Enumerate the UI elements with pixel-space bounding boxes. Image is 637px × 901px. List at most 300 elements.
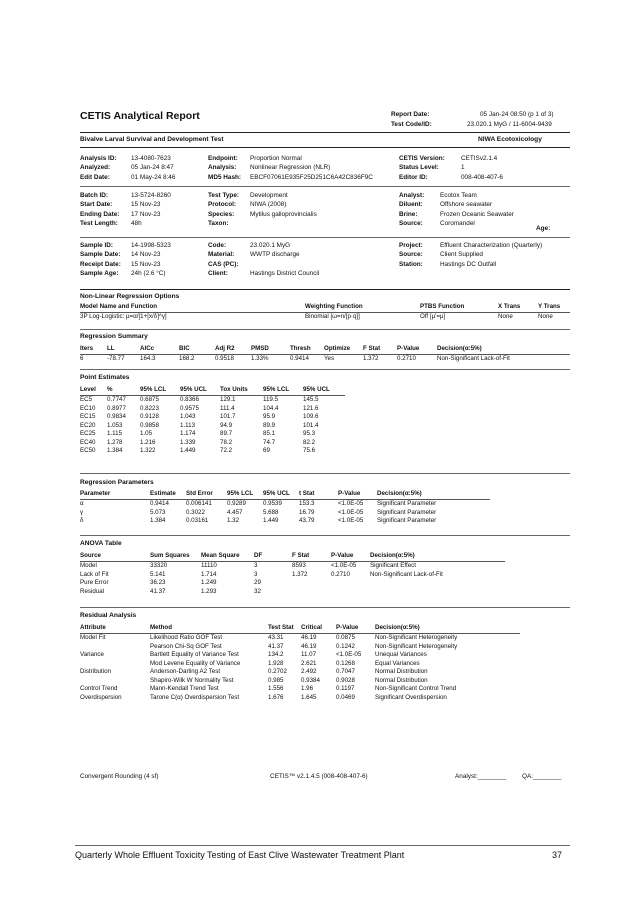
- table-cell: [80, 642, 150, 651]
- table-cell: Distribution: [80, 668, 111, 676]
- field-label: Source:: [399, 219, 423, 227]
- field-value: 15 Nov-23: [131, 260, 161, 268]
- table-cell: Control Trend: [80, 685, 118, 693]
- column-header: Parameter: [80, 489, 150, 499]
- table-cell: -78.77: [107, 354, 125, 362]
- table-cell: Non-Significant Lack-of-Fit: [437, 354, 510, 362]
- table-cell: 78.2: [220, 438, 233, 446]
- table-cell: 1.384: [150, 517, 166, 525]
- field-value: 48h: [131, 219, 142, 227]
- table-cell: <1.0E-05: [338, 517, 364, 525]
- column-header: Sum Squares: [150, 551, 201, 561]
- table-cell: 101.4: [303, 421, 319, 429]
- table-cell: 1.113: [180, 421, 196, 429]
- divider: [80, 237, 570, 238]
- table-cell: δ: [80, 517, 84, 525]
- table-cell: 1.322: [140, 447, 156, 455]
- divider: [80, 132, 570, 133]
- table-cell: Likelihood Ratio GOF Test: [150, 633, 223, 641]
- table-cell: EC15: [80, 413, 96, 421]
- table-cell: 94.9: [220, 421, 233, 429]
- field-value: 23.020.1 MyG: [250, 242, 291, 249]
- table-cell: 3: [254, 561, 258, 569]
- table-cell: Significant Effect: [370, 561, 416, 569]
- table-cell: 0.8977: [107, 404, 126, 412]
- table-cell: 0.1197: [336, 685, 355, 693]
- column-header: Estimate: [150, 489, 186, 499]
- field-label: Test Length:: [80, 219, 118, 227]
- table-cell: 95.9: [263, 413, 276, 421]
- table-cell: Overdispersion: [80, 694, 122, 702]
- table-cell: 11.07: [301, 651, 317, 659]
- field-label: Taxon:: [208, 219, 229, 227]
- column-header: Method: [150, 623, 268, 633]
- table-cell: Bartlett Equality of Variance Test: [150, 651, 239, 659]
- field-value: 14 Nov-23: [131, 251, 161, 259]
- column-header: t Stat: [299, 489, 338, 499]
- nlr-options-title: Non-Linear Regression Options: [80, 293, 180, 300]
- table-cell: 0.9384: [301, 676, 320, 684]
- table-cell: EC10: [80, 404, 96, 412]
- field-value: Mytilus galloprovincialis: [250, 210, 317, 218]
- field-label: Batch ID:: [80, 192, 109, 199]
- table-cell: 0.006141: [186, 499, 212, 507]
- column-header: Decision(α:5%): [437, 344, 570, 354]
- column-header: 95% LCL: [227, 489, 263, 499]
- field-label: Diluent:: [399, 201, 423, 209]
- column-header: 95% UCL: [263, 489, 299, 499]
- table-cell: 1.449: [263, 517, 279, 525]
- field-label: Species:: [208, 210, 235, 218]
- field-label: Edit Date:: [80, 173, 110, 181]
- table-cell: 0.6875: [140, 395, 159, 403]
- table-cell: 32: [254, 587, 261, 595]
- table-cell: 134.2: [268, 651, 284, 659]
- test-code: 23.020.1 MyG / 11-6004-9439: [467, 121, 552, 128]
- table-cell: 69: [263, 447, 270, 455]
- field-label: Protocol:: [208, 201, 237, 209]
- table-cell: Model Fit: [80, 633, 106, 641]
- table-row: [80, 651, 520, 660]
- table-row: [80, 508, 490, 517]
- table-row: [80, 668, 520, 677]
- table-cell: Lack of Fit: [80, 570, 109, 578]
- table-cell: 95.3: [303, 430, 316, 438]
- field-value: 01 May-24 8:46: [131, 173, 176, 181]
- field-value: Effluent Characterization (Quarterly): [440, 242, 543, 249]
- report-date: 05 Jan-24 08:50 (p 1 of 3): [480, 111, 554, 118]
- table-cell: 0.9414: [150, 499, 169, 507]
- field-value: WWTP discharge: [250, 251, 300, 259]
- table-cell: 46.19: [301, 642, 317, 650]
- table-cell: Significant Parameter: [377, 499, 437, 507]
- column-header: Test Stat: [268, 623, 301, 633]
- table-cell: 1.053: [107, 421, 123, 429]
- field-label: Status Level:: [399, 164, 439, 172]
- column-header: X Trans: [498, 302, 538, 312]
- field-value: Offshore seawater: [440, 201, 493, 209]
- field-value: Coromandel: [440, 219, 475, 227]
- field-value: Client Supplied: [440, 251, 483, 259]
- table-cell: Pearson Chi-Sq GOF Test: [150, 642, 222, 650]
- column-header: 95% UCL: [303, 385, 345, 395]
- table-cell: Normal Distribution: [375, 676, 428, 684]
- table-cell: 33320: [150, 561, 168, 569]
- report-title: CETIS Analytical Report: [80, 110, 200, 122]
- table-cell: Binomial [ω=n/[p·q]]: [305, 312, 360, 320]
- column-header: P-Value: [338, 489, 377, 499]
- nlr-options-table: [80, 302, 570, 321]
- field-value: 24h (2.6 °C): [131, 269, 166, 277]
- table-cell: Unequal Variances: [375, 651, 427, 659]
- column-header: Thresh: [290, 344, 324, 354]
- field-label: Analysis:: [208, 164, 237, 172]
- column-header: Mean Square: [201, 551, 254, 561]
- table-cell: Residual: [80, 587, 105, 595]
- column-header: 95% LCL: [140, 385, 180, 395]
- table-cell: 1.449: [180, 447, 196, 455]
- column-header: DF: [254, 551, 292, 561]
- table-cell: 0.9289: [227, 499, 246, 507]
- divider: [80, 473, 570, 474]
- point-estimates-title: Point Estimates: [80, 374, 130, 381]
- qa-signature-field: QA:________: [522, 773, 562, 780]
- table-row: [80, 570, 505, 579]
- column-header: PMSD: [251, 344, 290, 354]
- table-cell: Model: [80, 561, 97, 569]
- divider: [80, 369, 570, 370]
- table-cell: 0.9518: [215, 354, 234, 362]
- table-cell: 0.7047: [336, 668, 355, 676]
- table-cell: Non-Significant Lack-of-Fit: [370, 570, 443, 578]
- field-label: CETIS Version:: [399, 155, 445, 162]
- column-header: Tox Units: [220, 385, 263, 395]
- column-header: AICc: [140, 344, 179, 354]
- table-cell: 11110: [201, 561, 217, 569]
- column-header: Optimize: [324, 344, 363, 354]
- table-cell: [80, 659, 150, 668]
- table-cell: 5.073: [150, 508, 166, 516]
- table-cell: 89.9: [263, 421, 276, 429]
- divider: [80, 147, 570, 148]
- table-cell: 0.2710: [397, 354, 416, 362]
- table-cell: 5.141: [150, 570, 166, 578]
- table-cell: Mann-Kendall Trend Test: [150, 685, 219, 693]
- table-cell: 74.7: [263, 438, 276, 446]
- table-cell: 1.372: [363, 354, 379, 362]
- table-cell: 85.1: [263, 430, 276, 438]
- table-row: [80, 579, 505, 588]
- page-footer-text: Quarterly Whole Effluent Toxicity Testing of East Clive Wastewater Treatment Plant: [75, 850, 405, 860]
- table-cell: 89.7: [220, 430, 233, 438]
- table-cell: [292, 587, 331, 596]
- field-label: Endpoint:: [208, 155, 238, 162]
- table-cell: <1.0E-05: [331, 561, 357, 569]
- table-cell: 0.9128: [140, 413, 159, 421]
- table-cell: EC50: [80, 447, 96, 455]
- column-header: Iters: [80, 344, 107, 354]
- divider: [80, 329, 570, 330]
- table-cell: 3: [254, 570, 258, 578]
- column-header: Critical: [301, 623, 336, 633]
- column-header: Decision(α:5%): [370, 551, 505, 561]
- table-cell: [80, 676, 150, 685]
- age-label: Age:: [536, 225, 551, 232]
- field-value: NIWA (2008): [250, 201, 287, 209]
- table-cell: 1.249: [201, 579, 217, 587]
- table-cell: 0.9539: [263, 499, 282, 507]
- table-cell: 1.556: [268, 685, 284, 693]
- test-banner-left: Bivalve Larval Survival and Development Test: [80, 136, 224, 143]
- table-cell: 0.03161: [186, 517, 209, 525]
- table-cell: 1.293: [201, 587, 217, 595]
- table-cell: EC20: [80, 421, 96, 429]
- field-value: Ecotox Team: [440, 192, 477, 199]
- table-cell: Normal Distribution: [375, 668, 428, 676]
- table-row: [80, 694, 520, 703]
- table-cell: 82.2: [303, 438, 316, 446]
- table-cell: EC25: [80, 430, 96, 438]
- table-cell: 1.372: [292, 570, 308, 578]
- table-cell: 46.19: [301, 633, 317, 641]
- table-cell: 43.79: [299, 517, 315, 525]
- table-cell: 1.714: [201, 570, 217, 578]
- table-cell: 2.621: [301, 659, 317, 667]
- table-cell: <1.0E-05: [338, 508, 364, 516]
- table-cell: 1.278: [107, 438, 123, 446]
- table-row: [80, 421, 345, 430]
- table-cell: 0.9834: [107, 413, 126, 421]
- table-cell: 1.645: [301, 694, 317, 702]
- table-cell: [331, 579, 370, 588]
- table-cell: None: [498, 312, 513, 320]
- table-cell: 6: [80, 354, 84, 362]
- column-header: BIC: [179, 344, 215, 354]
- table-cell: <1.0E-05: [338, 499, 364, 507]
- divider: [80, 289, 570, 290]
- table-cell: 75.6: [303, 447, 316, 455]
- column-header: Source: [80, 551, 150, 561]
- table-row: [80, 499, 490, 508]
- field-label: Sample Age:: [80, 269, 119, 277]
- rounding-note: Convergent Rounding (4 sf): [80, 773, 159, 780]
- divider: [80, 535, 570, 536]
- table-cell: 1.676: [268, 694, 284, 702]
- table-cell: 109.6: [303, 413, 319, 421]
- field-value: 1: [461, 164, 465, 172]
- table-cell: 0.2702: [268, 668, 287, 676]
- analyst-signature-field: Analyst:________: [455, 773, 507, 780]
- column-header: LL: [107, 344, 140, 354]
- table-row: [80, 404, 345, 413]
- table-cell: 2.492: [301, 668, 317, 676]
- table-cell: 0.0875: [336, 633, 355, 641]
- table-cell: [292, 579, 331, 588]
- table-cell: Non-Significant Heterogeneity: [375, 642, 458, 650]
- column-header: PTBS Function: [420, 302, 498, 312]
- field-label: Start Date:: [80, 201, 113, 209]
- table-cell: EC40: [80, 438, 96, 446]
- table-row: [80, 438, 345, 447]
- regression-parameters-table: [80, 489, 490, 525]
- table-cell: 3P Log-Logistic: μ=α/[1+[x/δ]^γ]: [80, 312, 167, 320]
- table-row: [80, 561, 505, 570]
- table-cell: 1.339: [180, 438, 196, 446]
- table-row: [80, 395, 345, 404]
- anova-title: ANOVA Table: [80, 540, 122, 547]
- table-cell: 41.37: [150, 587, 166, 595]
- column-header: Weighting Function: [305, 302, 420, 312]
- field-value: Proportion Normal: [250, 155, 302, 162]
- field-label: Editor ID:: [399, 173, 428, 181]
- table-row: [80, 413, 345, 422]
- field-label: Material:: [208, 251, 235, 259]
- table-cell: 1.043: [180, 413, 196, 421]
- field-value: 008-408-407-6: [461, 173, 503, 181]
- table-cell: 1.33%: [251, 354, 269, 362]
- column-header: Attribute: [80, 623, 150, 633]
- column-header: Model Name and Function: [80, 302, 305, 312]
- field-value: 14-1998-5323: [131, 242, 171, 249]
- table-cell: 168.2: [179, 354, 195, 362]
- table-cell: 5.688: [263, 508, 279, 516]
- table-cell: 0.9575: [180, 404, 199, 412]
- table-row: [80, 633, 520, 642]
- column-header: 95% UCL: [180, 385, 220, 395]
- field-label: Receipt Date:: [80, 260, 121, 268]
- column-header: Decision(α:5%): [377, 489, 490, 499]
- residual-analysis-title: Residual Analysis: [80, 612, 137, 619]
- table-row: [80, 312, 570, 321]
- table-cell: 4.457: [227, 508, 243, 516]
- field-value: 17 Nov-23: [131, 210, 161, 218]
- cetis-version-note: CETIS™ v2.1.4.5 (008-408-407-6): [270, 773, 368, 780]
- field-label: Sample Date:: [80, 251, 121, 259]
- table-row: [80, 587, 505, 596]
- table-cell: Significant Parameter: [377, 517, 437, 525]
- table-cell: 0.1242: [336, 642, 355, 650]
- table-cell: [331, 587, 370, 596]
- field-label: Analyzed:: [80, 164, 111, 172]
- field-value: Hastings DC Outfall: [440, 260, 497, 268]
- table-cell: 1.216: [140, 438, 156, 446]
- table-cell: 1.928: [268, 659, 284, 667]
- table-cell: 0.8366: [180, 395, 199, 403]
- column-header: P-Value: [397, 344, 437, 354]
- table-cell: Shapiro-Wilk W Normality Test: [150, 676, 234, 684]
- residual-analysis-table: [80, 623, 520, 702]
- table-cell: γ: [80, 508, 84, 516]
- field-label: Analysis ID:: [80, 155, 117, 162]
- column-header: %: [107, 385, 140, 395]
- table-cell: 104.4: [263, 404, 279, 412]
- table-cell: Tarone C(α) Overdispersion Test: [150, 694, 240, 702]
- table-cell: 1.05: [140, 430, 153, 438]
- field-label: Source:: [399, 251, 423, 259]
- column-header: 95% LCL: [263, 385, 303, 395]
- field-value: EBCF07061E935F25D251C6A42C836F9C: [250, 173, 373, 181]
- table-cell: <1.0E-05: [336, 651, 362, 659]
- table-row: [80, 430, 345, 439]
- field-label: CAS (PC):: [208, 260, 239, 268]
- field-value: CETISv2.1.4: [461, 155, 498, 162]
- table-cell: 1.115: [107, 430, 123, 438]
- field-value: Development: [250, 192, 288, 199]
- field-label: Brine:: [399, 210, 418, 218]
- table-cell: 0.7747: [107, 395, 126, 403]
- table-cell: 111.4: [220, 404, 235, 412]
- table-cell: 121.6: [303, 404, 319, 412]
- field-value: Frozen Oceanic Seawater: [440, 210, 514, 218]
- column-header: F Stat: [292, 551, 331, 561]
- table-cell: None: [538, 312, 553, 320]
- field-value: 13-5724-8260: [131, 192, 171, 199]
- column-header: Decision(α:5%): [375, 623, 520, 633]
- field-label: Sample ID:: [80, 242, 114, 249]
- table-cell: 0.8223: [140, 404, 159, 412]
- column-header: Level: [80, 385, 107, 395]
- field-label: Ending Date:: [80, 210, 120, 218]
- table-cell: 72.2: [220, 447, 233, 455]
- field-value: Hastings District Council: [250, 269, 320, 277]
- test-banner-right: NIWA Ecotoxicology: [478, 136, 542, 143]
- table-cell: Equal Variances: [375, 659, 420, 667]
- report-date-label: Report Date:: [391, 111, 430, 118]
- table-cell: 16.79: [299, 508, 315, 516]
- column-header: F Stat: [363, 344, 397, 354]
- point-estimates-table: [80, 385, 345, 456]
- table-cell: 0.9858: [140, 421, 159, 429]
- table-cell: 119.5: [263, 395, 279, 403]
- column-header: Std Error: [186, 489, 227, 499]
- table-row: [80, 517, 490, 526]
- table-cell: Pure Error: [80, 579, 109, 587]
- table-cell: 0.9028: [336, 676, 355, 684]
- table-cell: [370, 579, 505, 588]
- regression-summary-table: [80, 344, 570, 363]
- table-cell: 129.1: [220, 395, 236, 403]
- table-cell: 101.7: [220, 413, 236, 421]
- table-cell: Off [μ'=μ]: [420, 312, 446, 320]
- table-cell: Mod Levene Equality of Variance: [150, 659, 241, 667]
- table-cell: EC5: [80, 395, 93, 403]
- field-label: MD5 Hash:: [208, 173, 242, 181]
- field-label: Test Type:: [208, 192, 240, 199]
- table-cell: 0.2710: [331, 570, 350, 578]
- table-row: [80, 642, 520, 651]
- table-row: [80, 447, 345, 456]
- anova-table: [80, 551, 505, 596]
- table-row: [80, 676, 520, 685]
- table-cell: 1.96: [301, 685, 314, 693]
- field-value: Nonlinear Regression (NLR): [250, 164, 331, 172]
- table-cell: 1.32: [227, 517, 240, 525]
- table-cell: 8593: [292, 561, 306, 569]
- field-label: Analyst:: [399, 192, 425, 199]
- footer-divider: [75, 845, 570, 846]
- field-value: 15 Nov-23: [131, 201, 161, 209]
- table-cell: 0.985: [268, 676, 284, 684]
- table-cell: [370, 587, 505, 596]
- column-header: Y Trans: [538, 302, 570, 312]
- page-number: 37: [552, 850, 563, 860]
- table-cell: Non-Significant Heterogeneity: [375, 633, 458, 641]
- table-cell: Non-Significant Control Trend: [375, 685, 457, 693]
- table-cell: 1.174: [180, 430, 196, 438]
- field-label: Code:: [208, 242, 227, 249]
- table-cell: 164.3: [140, 354, 156, 362]
- table-cell: 36.23: [150, 579, 166, 587]
